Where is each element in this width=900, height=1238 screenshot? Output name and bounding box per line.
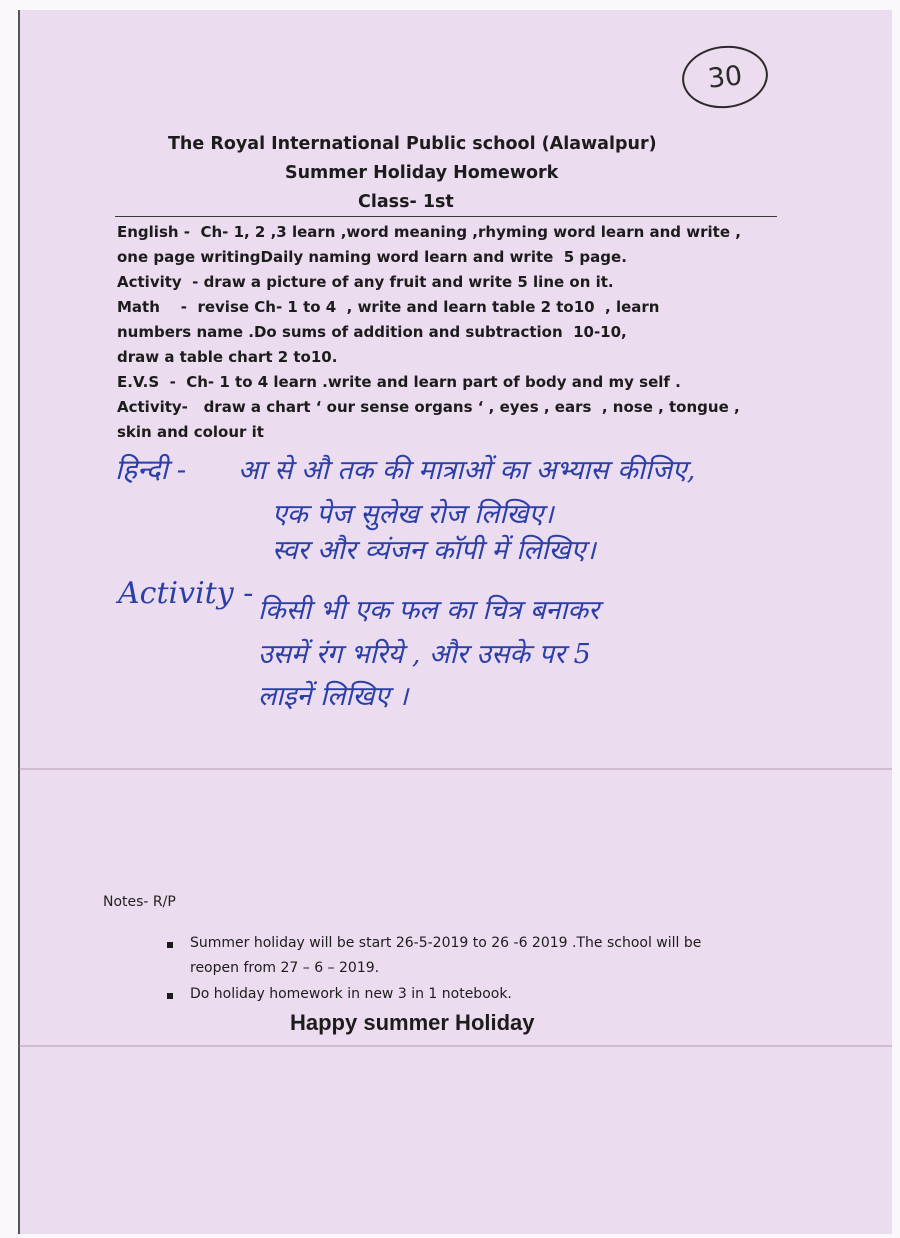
typed-line: draw a table chart 2 to10. <box>117 348 338 366</box>
note-item: Do holiday homework in new 3 in 1 notebook. <box>190 986 512 1002</box>
paper-fold <box>18 1045 892 1047</box>
handwritten-hindi-label: हिन्दी - <box>115 453 187 486</box>
typed-line: skin and colour it <box>117 423 264 441</box>
handwritten-line: लाइनें लिखिए । <box>258 681 409 712</box>
bullet-icon <box>167 993 173 999</box>
typed-line: E.V.S - Ch- 1 to 4 learn .write and learn part of body and my self . <box>117 373 681 391</box>
handwritten-activity-label: Activity - <box>118 576 254 611</box>
typed-line: one page writingDaily naming word learn and write 5 page. <box>117 248 627 266</box>
handwritten-line: किसी भी एक फल का चित्र बनाकर <box>258 595 600 626</box>
handwritten-line: एक पेज सुलेख रोज लिखिए। <box>272 499 554 530</box>
document-title: Summer Holiday Homework <box>285 163 559 183</box>
class-label: Class- 1st <box>358 192 454 212</box>
typed-line: Activity - draw a picture of any fruit and write 5 line on it. <box>117 273 614 291</box>
header-divider <box>115 216 777 217</box>
bullet-icon <box>167 942 173 948</box>
handwritten-line: आ से औ तक की मात्राओं का अभ्यास कीजिए, <box>238 455 696 486</box>
typed-line: Activity- draw a chart ‘ our sense organs ‘ , eyes , ears , nose , tongue , <box>117 398 740 416</box>
handwritten-line: उसमें रंग भरिये , और उसके पर 5 <box>258 639 591 670</box>
handwritten-line: स्वर और व्यंजन कॉपी में लिखिए। <box>272 535 596 566</box>
paper-fold <box>18 768 892 770</box>
note-item-continued: reopen from 27 – 6 – 2019. <box>190 960 380 976</box>
typed-line: English - Ch- 1, 2 ,3 learn ,word meaning ,rhyming word learn and write , <box>117 223 741 241</box>
note-item: Summer holiday will be start 26-5-2019 to 26 -6 2019 .The school will be <box>190 935 702 951</box>
typed-line: numbers name .Do sums of addition and subtraction 10-10, <box>117 323 627 341</box>
school-name: The Royal International Public school (Alawalpur) <box>168 134 657 154</box>
closing-message: Happy summer Holiday <box>290 1010 535 1035</box>
typed-line: Math - revise Ch- 1 to 4 , write and learn table 2 to10 , learn <box>117 298 660 316</box>
notes-label: Notes- R/P <box>103 894 176 910</box>
page-number-text: 30 <box>706 59 744 95</box>
